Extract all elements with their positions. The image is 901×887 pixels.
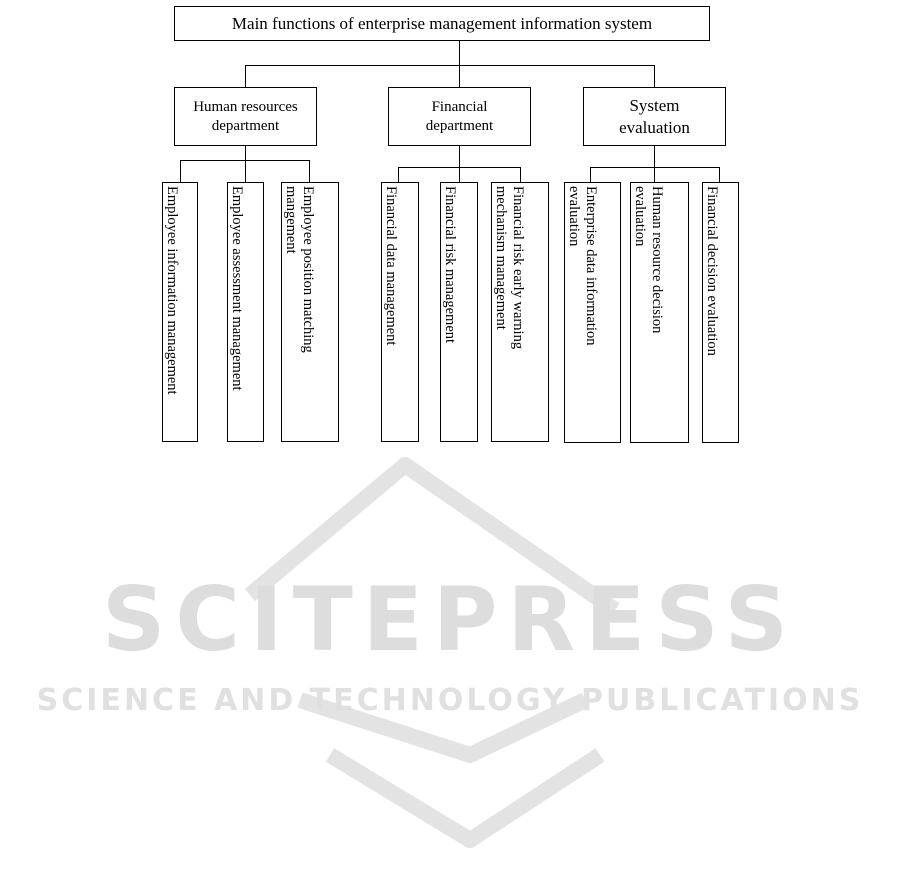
- connector: [654, 65, 655, 87]
- leaf-node-enterprise-data-evaluation: [564, 182, 621, 443]
- connector: [459, 65, 460, 87]
- connector: [459, 41, 460, 66]
- leaf-node-financial-decision: [702, 182, 739, 443]
- connector: [654, 146, 655, 182]
- connector: [398, 167, 399, 182]
- connector: [245, 65, 655, 66]
- dept-node-system-evaluation: System evaluation: [583, 87, 726, 146]
- root-node: Main functions of enterprise management information system: [174, 6, 710, 41]
- leaf-node-human-resource-decision: [630, 182, 689, 443]
- leaf-node-employee-position-matching: [281, 182, 339, 442]
- leaf-label: Employee assessment management: [229, 186, 246, 391]
- leaf-node-financial-data: [381, 182, 419, 442]
- leaf-node-financial-risk: [440, 182, 478, 442]
- connector: [520, 167, 521, 182]
- connector: [180, 160, 310, 161]
- leaf-label: Financial risk early warning mechanism management: [493, 186, 527, 350]
- dept-node-human-resources: Human resources department: [174, 87, 317, 146]
- watermark-tagline: SCIENCE AND TECHNOLOGY PUBLICATIONS: [36, 683, 864, 718]
- scitepress-watermark: [0, 455, 901, 855]
- leaf-label: Employee information management: [164, 186, 181, 395]
- watermark-brand: SCITEPRESS: [101, 568, 799, 671]
- leaf-label: Financial decision evaluation: [704, 186, 721, 356]
- leaf-label: Enterprise data information evaluation: [566, 186, 600, 346]
- leaf-node-employee-information: [162, 182, 198, 442]
- connector: [590, 167, 591, 182]
- leaf-label: Employee position matching mangement: [283, 186, 317, 353]
- connector: [245, 65, 246, 87]
- connector: [309, 160, 310, 182]
- leaf-label: Human resource decision evaluation: [632, 186, 666, 334]
- leaf-label: Financial data management: [383, 186, 400, 346]
- connector: [180, 160, 181, 182]
- connector: [590, 167, 720, 168]
- leaf-node-financial-risk-early-warning: [491, 182, 549, 442]
- dept-node-financial: Financial department: [388, 87, 531, 146]
- leaf-label: Financial risk management: [442, 186, 459, 344]
- connector: [719, 167, 720, 182]
- connector: [398, 167, 521, 168]
- connector: [459, 146, 460, 182]
- leaf-node-employee-assessment: [227, 182, 264, 442]
- connector: [245, 146, 246, 182]
